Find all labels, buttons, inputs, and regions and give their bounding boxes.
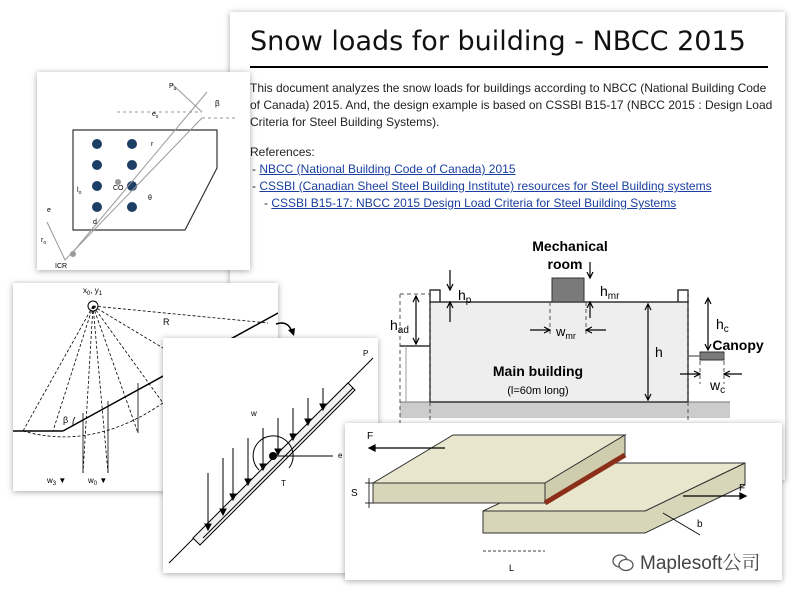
label-ro: $r_o$ bbox=[41, 237, 47, 246]
label-t: T bbox=[281, 479, 286, 488]
label-p: P bbox=[363, 349, 369, 358]
mechanical-room-label: Mechanical bbox=[532, 238, 608, 254]
label-lo: $l_o$ bbox=[77, 187, 82, 196]
label-ex: $e_x$ bbox=[152, 111, 159, 120]
document-intro: This document analyzes the snow loads for buildings according to NBCC (National Building Code of Canada) 2015. And, the design example is based on CSSBI B15-17 (NBCC 2015 : Design Load Criteria for Steel Building Systems). bbox=[250, 81, 773, 129]
title-rule bbox=[250, 66, 768, 68]
canopy-label: Canopy bbox=[712, 337, 764, 353]
mechanical-room-label-2: room bbox=[547, 256, 583, 272]
hmr-label: $h_{mr}$ bbox=[600, 283, 620, 302]
bolt-group-card bbox=[37, 72, 250, 270]
reference-link-cssbi-b15[interactable]: CSSBI B15-17: NBCC 2015 Design Load Criteria for Steel Building Systems bbox=[271, 196, 677, 210]
label-d: d bbox=[93, 219, 97, 226]
hp-label: $h_p$ bbox=[458, 287, 472, 306]
bolt-group-diagram bbox=[37, 72, 250, 270]
bolts bbox=[92, 139, 137, 212]
watermark-text: Maplesoft公司 bbox=[640, 553, 761, 574]
main-building-length: (l=60m long) bbox=[507, 385, 569, 397]
label-w3: $w_3$ ▼ bbox=[47, 476, 67, 487]
label-icr: ICR bbox=[55, 263, 68, 270]
wechat-icon bbox=[612, 554, 634, 572]
had-label: $h_{ad}$ bbox=[390, 317, 409, 336]
label-co: CO bbox=[113, 185, 124, 192]
ground bbox=[400, 402, 730, 418]
label-s: S bbox=[351, 488, 358, 499]
references-label: References: bbox=[250, 145, 315, 159]
label-l: L bbox=[509, 563, 515, 573]
reference-item: - CSSBI B15-17: NBCC 2015 Design Load Criteria for Steel Building Systems bbox=[264, 196, 677, 210]
label-b: b bbox=[697, 519, 703, 530]
hc-label: $h_c$ bbox=[716, 316, 729, 335]
label-w0: $w_0$ ▼ bbox=[88, 476, 108, 487]
reference-item: - NBCC (National Building Code of Canada) 2015 bbox=[252, 162, 516, 176]
main-building-label: Main building bbox=[492, 363, 584, 379]
label-e: e bbox=[47, 207, 51, 214]
label-r: R bbox=[163, 317, 170, 327]
reference-link-nbcc[interactable]: NBCC (National Building Code of Canada) 2015 bbox=[259, 162, 516, 176]
label-r: r bbox=[151, 141, 154, 148]
label-top: $x_0$, $y_1$ bbox=[83, 286, 103, 297]
label-beta: β bbox=[63, 415, 69, 425]
load-arrows bbox=[205, 388, 326, 530]
canopy bbox=[700, 352, 724, 360]
reference-link-cssbi[interactable]: CSSBI (Canadian Sheel Steel Building Institute) resources for Steel Building systems bbox=[259, 179, 712, 193]
mechanical-room bbox=[552, 278, 584, 302]
label-beta: β bbox=[215, 99, 220, 108]
building-diagram bbox=[390, 234, 785, 442]
label-f-left: F bbox=[367, 431, 374, 442]
label-e: e bbox=[338, 451, 343, 460]
document-title: Snow loads for building - NBCC 2015 bbox=[250, 26, 746, 57]
wc-label: $w_c$ bbox=[710, 377, 726, 396]
watermark bbox=[612, 548, 760, 575]
h-label: h bbox=[655, 344, 663, 360]
wmr-label: $w_{mr}$ bbox=[556, 324, 576, 341]
label-w: w bbox=[251, 409, 257, 418]
label-pu: $P_u$ bbox=[169, 83, 177, 92]
label-f-right: F bbox=[739, 483, 746, 494]
label-theta: θ bbox=[148, 195, 152, 202]
reference-item: - CSSBI (Canadian Sheel Steel Building Institute) resources for Steel Building systems bbox=[252, 179, 712, 193]
